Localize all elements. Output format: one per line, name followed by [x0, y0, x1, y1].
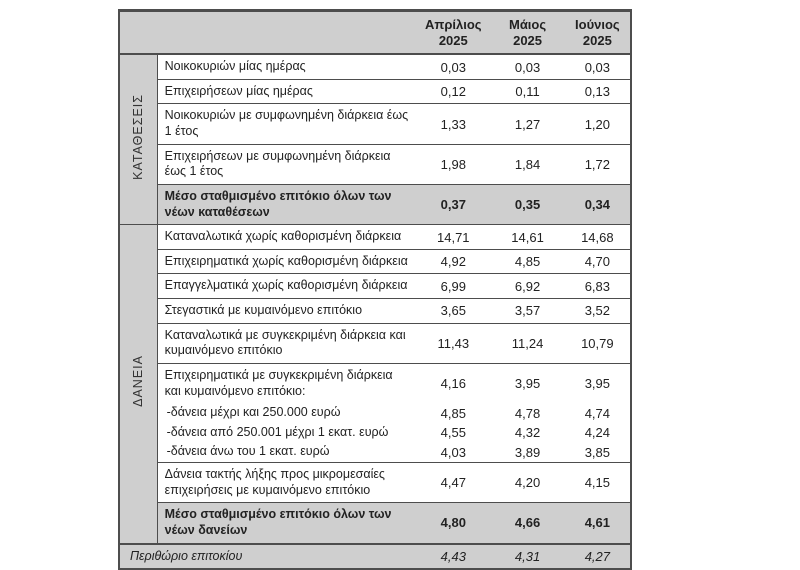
row-label: Στεγαστικά με κυμαινόμενο επιτόκιο	[157, 299, 416, 324]
value-may: 1,27	[490, 104, 564, 144]
month-name: Απρίλιος	[425, 17, 482, 32]
value-june: 10,79	[565, 323, 631, 363]
row-label: -δάνεια από 250.001 μέχρι 1 εκατ. ευρώ	[166, 424, 389, 439]
value-may: 11,24	[490, 323, 564, 363]
value-april: 4,16	[416, 363, 490, 403]
value-june: 1,20	[565, 104, 631, 144]
value-april: 0,37	[416, 184, 490, 224]
row-label: Μέσο σταθμισμένο επιτόκιο όλων των νέων καταθέσεων	[157, 184, 416, 224]
row-label: Επαγγελματικά χωρίς καθορισμένη διάρκεια	[157, 274, 416, 299]
section-label-text: ΚΑΤΑΘΕΣΕΙΣ	[131, 94, 146, 181]
value-june: 4,24	[584, 425, 610, 441]
table-row	[119, 104, 631, 144]
row-label: Επιχειρηματικά χωρίς καθορισμένη διάρκεια	[157, 249, 416, 274]
value-april: 0,12	[416, 79, 490, 104]
value-june: 0,03	[565, 54, 631, 79]
loans-summary-row	[119, 503, 631, 544]
value-may: 4,85	[490, 249, 564, 274]
table-row	[119, 225, 631, 250]
value-april: 4,47	[416, 463, 490, 503]
row-label: Επιχειρήσεων με συμφωνημένη διάρκεια έως 1 έτος	[157, 144, 416, 184]
table-row	[119, 463, 631, 503]
table-row	[119, 249, 631, 274]
value-june: 1,72	[565, 144, 631, 184]
value-june: 4,70	[565, 249, 631, 274]
month-year: 2025	[582, 32, 612, 48]
value-april: 4,92	[416, 249, 490, 274]
value-april: 4,43	[416, 544, 490, 570]
value-may: 6,92	[490, 274, 564, 299]
value-april: 1,98	[416, 144, 490, 184]
value-june: 3,52	[565, 299, 631, 324]
row-label: Επιχειρήσεων μίας ημέρας	[157, 79, 416, 104]
row-label: Περιθώριο επιτοκίου	[119, 544, 416, 570]
value-may: 14,61	[490, 225, 564, 250]
table-subrow	[119, 423, 631, 443]
row-label: -δάνεια άνω του 1 εκατ. ευρώ	[166, 444, 330, 459]
column-header-may	[490, 11, 564, 55]
value-april: 4,80	[416, 503, 490, 544]
value-may: 4,32	[514, 425, 541, 441]
value-april: 0,03	[416, 54, 490, 79]
section-label-deposits	[119, 54, 157, 225]
table-row	[119, 54, 631, 79]
month-year: 2025	[513, 32, 543, 48]
value-april: 4,03	[440, 444, 466, 460]
value-april: 3,65	[416, 299, 490, 324]
interest-rates-table	[118, 9, 632, 570]
value-june: 4,61	[565, 503, 631, 544]
value-june: 0,13	[565, 79, 631, 104]
month-name: Μάιος	[508, 17, 547, 32]
row-label: Μέσο σταθμισμένο επιτόκιο όλων των νέων δανείων	[157, 503, 416, 544]
row-label: Νοικοκυριών με συμφωνημένη διάρκεια έως 1 έτος	[157, 104, 416, 144]
table-header-row	[119, 11, 631, 55]
table-row-group-header	[119, 363, 631, 403]
value-april: 4,55	[440, 425, 466, 441]
row-label: Επιχειρηματικά με συγκεκριμένη διάρκεια και κυμαινόμενο επιτόκιο:	[157, 363, 416, 403]
value-may: 0,03	[490, 54, 564, 79]
value-may: 3,95	[490, 363, 564, 403]
table-subrow	[119, 442, 631, 462]
row-label: Καταναλωτικά χωρίς καθορισμένη διάρκεια	[157, 225, 416, 250]
row-label: Νοικοκυριών μίας ημέρας	[157, 54, 416, 79]
value-may: 0,35	[490, 184, 564, 224]
section-label-text: ΔΑΝΕΙΑ	[131, 355, 146, 408]
value-april: 11,43	[416, 323, 490, 363]
month-year: 2025	[438, 32, 468, 48]
month-name: Ιούνιος	[575, 17, 620, 32]
section-label-loans	[119, 225, 157, 544]
table-row	[119, 144, 631, 184]
value-april: 6,99	[416, 274, 490, 299]
value-april: 14,71	[416, 225, 490, 250]
row-label: Καταναλωτικά με συγκεκριμένη διάρκεια και κυμαινόμενο επιτόκιο	[157, 323, 416, 363]
deposits-summary-row	[119, 184, 631, 224]
row-label: Δάνεια τακτής λήξης προς μικρομεσαίες επιχειρήσεις με κυμαινόμενο επιτόκιο	[157, 463, 416, 503]
interest-margin-row	[119, 544, 631, 570]
value-june: 3,85	[584, 444, 610, 460]
table-row	[119, 79, 631, 104]
value-may: 4,66	[490, 503, 564, 544]
table-row	[119, 274, 631, 299]
value-may: 1,84	[490, 144, 564, 184]
value-april: 1,33	[416, 104, 490, 144]
column-header-june	[565, 11, 631, 55]
value-april: 4,85	[440, 405, 466, 421]
table-subrow	[119, 403, 631, 423]
table-row	[119, 323, 631, 363]
value-june: 0,34	[565, 184, 631, 224]
value-may: 4,78	[514, 405, 541, 421]
value-june: 4,15	[565, 463, 631, 503]
row-label: -δάνεια μέχρι και 250.000 ευρώ	[166, 405, 341, 420]
value-june: 6,83	[565, 274, 631, 299]
value-june: 4,27	[565, 544, 631, 570]
value-june: 14,68	[565, 225, 631, 250]
header-corner-cell	[119, 11, 416, 55]
value-may: 0,11	[490, 79, 564, 104]
value-may: 4,20	[490, 463, 564, 503]
column-header-april	[416, 11, 490, 55]
value-may: 3,57	[490, 299, 564, 324]
value-may: 3,89	[514, 444, 541, 460]
table-row	[119, 299, 631, 324]
value-may: 4,31	[490, 544, 564, 570]
value-june: 4,74	[584, 405, 610, 421]
value-june: 3,95	[565, 363, 631, 403]
